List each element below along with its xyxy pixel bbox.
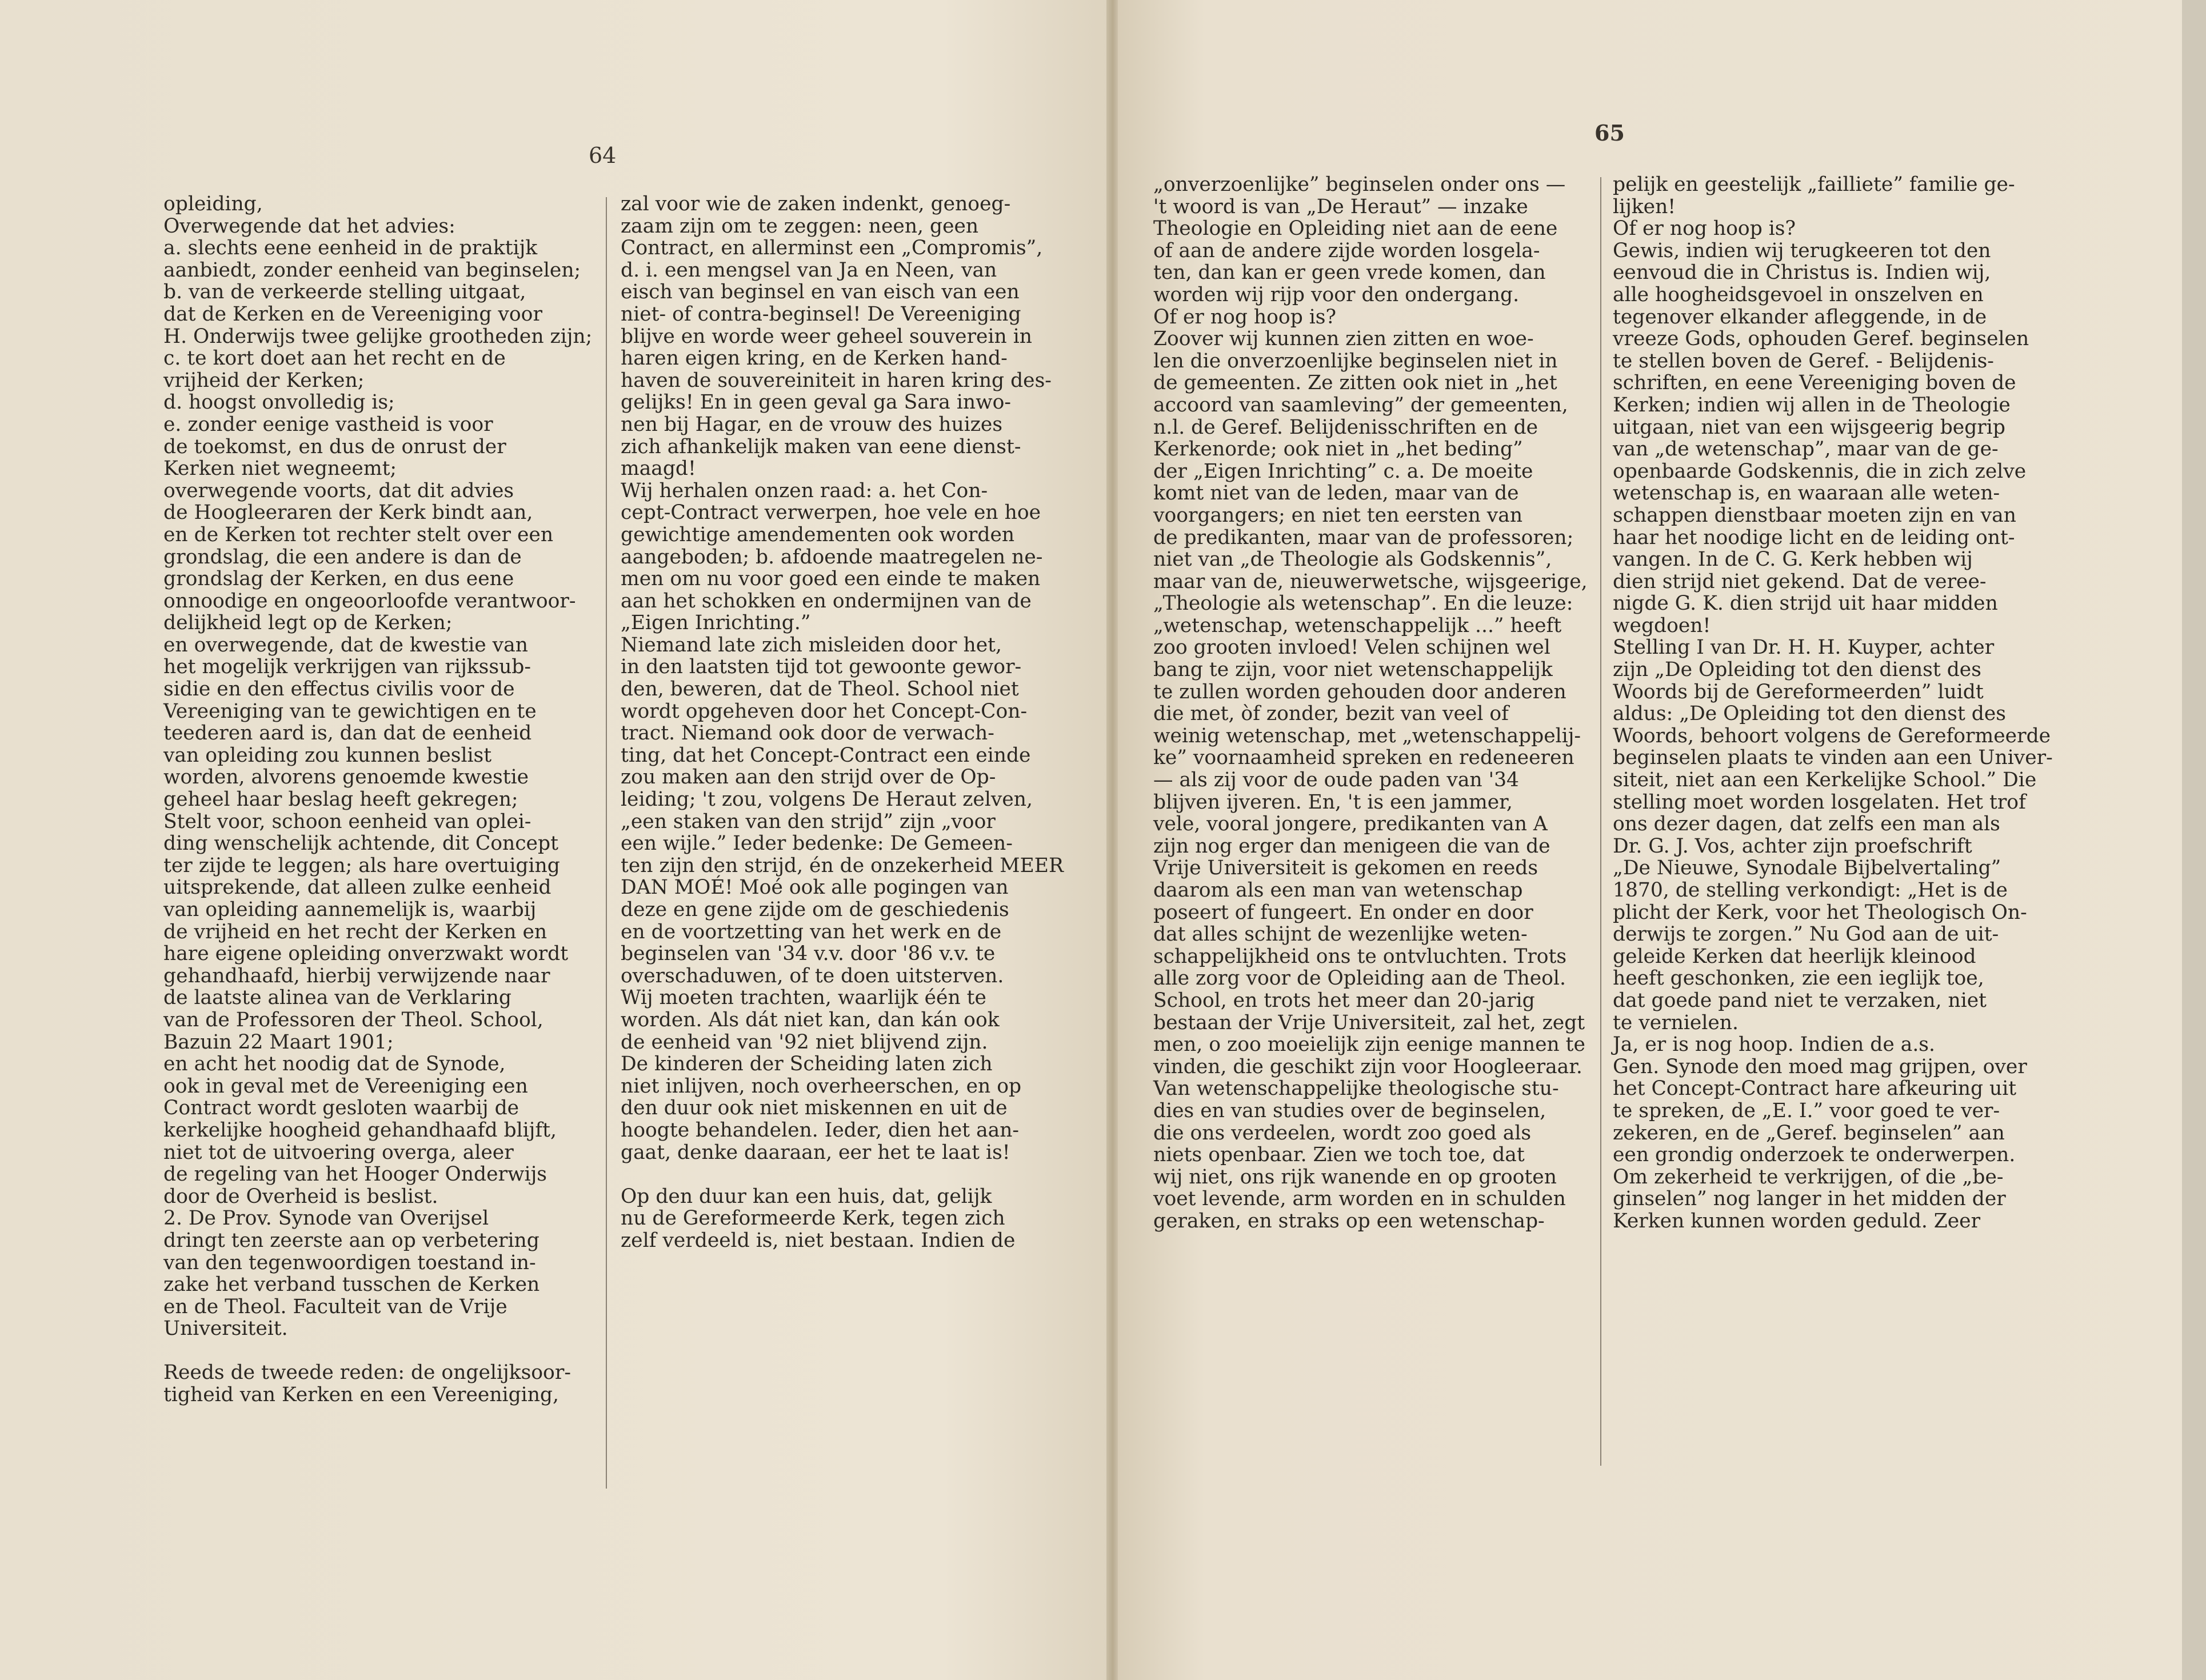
text-line: ook in geval met de Vereeniging een [163, 1074, 528, 1098]
text-line: bestaan der Vrije Universiteit, zal het, zegt [1153, 1011, 1585, 1034]
scan-edge [2182, 0, 2206, 1680]
text-line: worden wij rijp voor den ondergang. [1153, 283, 1520, 306]
text-line: weinig wetenschap, met „wetenschappelij- [1153, 724, 1581, 747]
text-line: in den laatsten tijd tot gewoonte gewor- [621, 655, 1022, 679]
text-line: wordt opgeheven door het Concept-Con- [621, 699, 1028, 723]
text-line: Op den duur kan een huis, dat, gelijk [621, 1185, 992, 1208]
column-rule-left [606, 197, 607, 1489]
text-line: Reeds de tweede reden: de ongelijksoor- [163, 1361, 571, 1385]
text-line: niets openbaar. Zien we toch toe, dat [1153, 1143, 1525, 1167]
text-line: ding wenschelijk achtende, dit Concept [163, 832, 558, 855]
text-line: de laatste alinea van de Verklaring [163, 986, 511, 1010]
text-line: en de Kerken tot rechter stelt over een [163, 523, 554, 546]
text-line: School, en trots het meer dan 20-jarig [1153, 989, 1535, 1012]
text-line: ten zijn den strijd, én de onzekerheid MEER [621, 854, 1064, 877]
text-line: dat de Kerken en de Vereeniging voor [163, 302, 542, 326]
text-line: 't woord is van „De Heraut” — inzake [1153, 195, 1528, 218]
text-line: hoogte behandelen. Ieder, dien het aan- [621, 1118, 1020, 1142]
text-line: gehandhaafd, hierbij verwijzende naar [163, 964, 550, 987]
text-line: Kerken kunnen worden geduld. Zeer [1613, 1209, 1981, 1233]
text-line: deze en gene zijde om de geschiedenis [621, 898, 1009, 921]
text-line: zijn nog erger dan menigeen die van de [1153, 834, 1550, 858]
text-line: zoo grooten invloed! Velen schijnen wel [1153, 636, 1550, 659]
text-line: Wij herhalen onzen raad: a. het Con- [621, 479, 988, 502]
text-line: Dr. G. J. Vos, achter zijn proefschrift [1613, 834, 1972, 858]
text-line: den duur ook niet miskennen en uit de [621, 1097, 1008, 1120]
text-line: en overwegende, dat de kwestie van [163, 633, 528, 657]
text-line: niet- of contra-beginsel! De Vereeniging [621, 302, 1021, 326]
page-number-left: 64 [589, 143, 617, 168]
text-line: n.l. de Geref. Belijdenisschriften en de [1153, 415, 1538, 439]
text-line: schriften, en eene Vereeniging boven de [1613, 371, 2016, 395]
text-line: die met, òf zonder, bezit van veel of [1153, 702, 1509, 726]
text-line: zekeren, en de „Geref. beginselen” aan [1613, 1121, 2005, 1145]
text-line: ons dezer dagen, dat zelfs een man als [1613, 813, 2000, 836]
text-line: dies en van studies over de beginselen, [1153, 1099, 1546, 1122]
text-line: van den tegenwoordigen toestand in- [163, 1251, 536, 1274]
text-line: Kerken niet wegneemt; [163, 457, 397, 481]
text-line: de regeling van het Hooger Onderwijs [163, 1163, 547, 1186]
text-line: d. i. een mengsel van Ja en Neen, van [621, 258, 997, 282]
text-line: openbaarde Godskennis, die in zich zelve [1613, 459, 2027, 483]
text-line: door de Overheid is beslist. [163, 1185, 438, 1208]
text-line: dringt ten zeerste aan op verbetering [163, 1229, 539, 1252]
text-line: gewichtige amendementen ook worden [621, 523, 1015, 546]
text-line: haren eigen kring, en de Kerken hand- [621, 347, 1008, 370]
text-line: wegdoen! [1613, 614, 1711, 637]
text-line: geheel haar beslag heeft gekregen; [163, 788, 518, 811]
text-line: zou maken aan den strijd over de Op- [621, 766, 996, 789]
text-line: ke” voornaamheid spreken en redeneeren [1153, 746, 1574, 770]
text-line: te zullen worden gehouden door anderen [1153, 680, 1566, 703]
text-line: heeft geschonken, zie een ieglijk toe, [1613, 967, 1984, 990]
text-line: Stelt voor, schoon eenheid van oplei- [163, 810, 531, 833]
right-page [1118, 0, 2206, 1680]
right-page-column-1 [1153, 174, 1590, 1233]
text-line: overwegende voorts, dat dit advies [163, 479, 514, 502]
text-line: lijken! [1613, 195, 1676, 218]
text-line: te stellen boven de Geref. - Belijdenis- [1613, 349, 1994, 373]
text-line: men om nu voor goed een einde te maken [621, 567, 1041, 591]
text-line: gaat, denke daaraan, eer het te laat is! [621, 1141, 1010, 1164]
text-line: of aan de andere zijde worden losgela- [1153, 239, 1540, 262]
text-line: sidie en den effectus civilis voor de [163, 678, 515, 701]
text-line: delijkheid legt op de Kerken; [163, 611, 453, 635]
text-line: van opleiding zou kunnen beslist [163, 743, 492, 767]
text-line: het Concept-Contract hare afkeuring uit [1613, 1077, 2017, 1101]
text-line: teederen aard is, dan dat de eenheid [163, 722, 532, 745]
text-line: de vrijheid en het recht der Kerken en [163, 920, 547, 943]
text-line: H. Onderwijs twee gelijke grootheden zijn; [163, 325, 593, 348]
text-line: derwijs te zorgen.” Nu God aan de uit- [1613, 923, 1999, 946]
text-line: aanbiedt, zonder eenheid van beginselen; [163, 258, 581, 282]
text-line: de predikanten, maar van de professoren; [1153, 526, 1574, 549]
text-line: niet tot de uitvoering overga, aleer [163, 1141, 514, 1164]
text-line: Universiteit. [163, 1317, 288, 1341]
text-line: pelijk en geestelijk „failliete” familie ge- [1613, 173, 2015, 196]
text-line: dien strijd niet gekend. Dat de veree- [1613, 570, 1987, 593]
text-line: onnoodige en ongeoorloofde verantwoor- [163, 589, 576, 613]
text-line: vrijheid der Kerken; [163, 369, 365, 392]
text-line: een grondig onderzoek te onderwerpen. [1613, 1143, 2016, 1167]
text-line: vreeze Gods, ophouden Geref. beginselen [1613, 327, 2029, 351]
text-line: van de Professoren der Theol. School, [163, 1008, 543, 1031]
text-line: alle hoogheidsgevoel in onszelven en [1613, 283, 1984, 306]
text-line: tigheid van Kerken en een Vereeniging, [163, 1383, 559, 1407]
text-line: zelf verdeeld is, niet bestaan. Indien de [621, 1229, 1016, 1252]
text-line: nigde G. K. dien strijd uit haar midden [1613, 592, 1998, 615]
text-line: te vernielen. [1613, 1011, 1739, 1034]
text-line: Kerken; indien wij allen in de Theologie [1613, 393, 2011, 417]
text-line: vinden, die geschikt zijn voor Hoogleeraar. [1153, 1055, 1582, 1078]
text-line: Woords bij de Gereformeerden” luidt [1613, 680, 1984, 703]
text-line: — als zij voor de oude paden van '34 [1153, 769, 1520, 792]
text-line: „onverzoenlijke” beginselen onder ons — [1153, 173, 1566, 196]
text-line: „een staken van den strijd” zijn „voor [621, 810, 996, 833]
text-line: Kerkenorde; ook niet in „het beding” [1153, 438, 1523, 461]
text-line: men, o zoo moeielijk zijn eenige mannen te [1153, 1033, 1585, 1057]
text-line: daarom als een man van wetenschap [1153, 879, 1523, 902]
text-line: 1870, de stelling verkondigt: „Het is de [1613, 879, 2008, 902]
text-line: b. van de verkeerde stelling uitgaat, [163, 281, 526, 304]
text-line: a. slechts eene eenheid in de praktijk [163, 237, 538, 260]
text-line: Of er nog hoop is? [1153, 305, 1336, 329]
text-line: plicht der Kerk, voor het Theologisch On- [1613, 901, 2027, 924]
text-line: Niemand late zich misleiden door het, [621, 633, 1002, 657]
text-line: vangen. In de C. G. Kerk hebben wij [1613, 548, 1973, 571]
text-line: gelijks! En in geen geval ga Sara inwo- [621, 391, 1012, 414]
text-line: beginselen van '34 v.v. door '86 v.v. te [621, 942, 996, 966]
text-line: e. zonder eenige vastheid is voor [163, 413, 493, 436]
text-line: voorgangers; en niet ten eersten van [1153, 503, 1523, 527]
text-line: zal voor wie de zaken indenkt, genoeg- [621, 193, 1011, 215]
text-line: van opleiding aannemelijk is, waarbij [163, 898, 537, 921]
text-line: Zoover wij kunnen zien zitten en woe- [1153, 327, 1534, 351]
text-line: Overwegende dat het advies: [163, 214, 455, 238]
text-line: alle zorg voor de Opleiding aan de Theol. [1153, 967, 1566, 990]
text-line: „De Nieuwe, Synodale Bijbelvertaling” [1613, 857, 2001, 880]
text-line: schappen dienstbaar moeten zijn en van [1613, 503, 2016, 527]
text-line: ten, dan kan er geen vrede komen, dan [1153, 261, 1546, 285]
text-line [621, 1163, 1052, 1186]
text-line: dat goede pand niet te verzaken, niet [1613, 989, 1987, 1012]
text-line: dat alles schijnt de wezenlijke weten- [1153, 923, 1528, 946]
text-line: de toekomst, en dus de onrust der [163, 435, 506, 458]
text-line: poseert of fungeert. En onder en door [1153, 901, 1533, 924]
text-line: d. hoogst onvolledig is; [163, 391, 395, 414]
text-line: cept-Contract verwerpen, hoe vele en hoe [621, 501, 1041, 525]
text-line: en de Theol. Faculteit van de Vrije [163, 1295, 507, 1318]
text-line: „wetenschap, wetenschappelijk ...” heeft [1153, 614, 1562, 637]
text-line: bang te zijn, voor niet wetenschappelijk [1153, 658, 1553, 682]
text-line: wetenschap is, en waaraan alle weten- [1613, 482, 2000, 505]
text-line: kerkelijke hoogheid gehandhaafd blijft, [163, 1118, 557, 1142]
column-rule-right [1600, 177, 1601, 1466]
text-line: den, beweren, dat de Theol. School niet [621, 678, 1019, 701]
text-line: niet inlijven, noch overheerschen, en op [621, 1074, 1022, 1098]
text-line: haar het noodige licht en de leiding ont- [1613, 526, 2015, 549]
text-line: blijve en worde weer geheel souverein in [621, 325, 1032, 348]
text-line: 2. De Prov. Synode van Overijsel [163, 1207, 489, 1230]
right-page-column-2 [1613, 173, 2053, 1233]
text-line: aldus: „De Opleiding tot den dienst des [1613, 702, 2007, 726]
text-line: worden. Als dát niet kan, dan kán ook [621, 1008, 1000, 1031]
text-line: maar van de, nieuwerwetsche, wijsgeerige, [1153, 570, 1588, 593]
left-page-column-1 [163, 193, 598, 1406]
text-line: aan het schokken en ondermijnen van de [621, 589, 1032, 613]
text-line: tract. Niemand ook door de verwach- [621, 722, 994, 745]
book-gutter [1106, 0, 1119, 1680]
text-line: geraken, en straks op een wetenschap- [1153, 1209, 1545, 1233]
text-line: Of er nog hoop is? [1613, 217, 1796, 241]
text-line: grondslag, die een andere is dan de [163, 545, 522, 569]
text-line: ting, dat het Concept-Contract een einde [621, 743, 1031, 767]
text-line: van „de wetenschap”, maar van de ge- [1613, 438, 1999, 461]
text-line: „Theologie als wetenschap”. En die leuze: [1153, 592, 1573, 615]
text-line: Vereeniging van te gewichtigen en te [163, 699, 537, 723]
text-line: hare eigene opleiding onverzwakt wordt [163, 942, 569, 966]
text-line: grondslag der Kerken, en dus eene [163, 567, 514, 591]
text-line: Woords, behoort volgens de Gereformeerde [1613, 724, 2051, 747]
text-line: accoord van saamleving” der gemeenten, [1153, 393, 1568, 417]
text-line: eisch van beginsel en van eisch van een [621, 281, 1020, 304]
text-line: en de voortzetting van het werk en de [621, 920, 1002, 943]
text-line [163, 1340, 598, 1362]
left-page-column-2 [621, 193, 1064, 1252]
text-line: zich afhankelijk maken van eene dienst- [621, 435, 1021, 458]
text-line: Stelling I van Dr. H. H. Kuyper, achter [1613, 636, 1995, 659]
text-line: het mogelijk verkrijgen van rijkssub- [163, 655, 531, 679]
text-line: een wijle.” Ieder bedenke: De Gemeen- [621, 832, 1013, 855]
text-line: en acht het noodig dat de Synode, [163, 1053, 506, 1076]
text-line: aangeboden; b. afdoende maatregelen ne- [621, 545, 1043, 569]
text-line: wij niet, ons rijk wanende en op grooten [1153, 1165, 1557, 1189]
text-line: haven de souvereiniteit in haren kring des- [621, 369, 1052, 392]
text-line: vele, vooral jongere, predikanten van A [1153, 813, 1548, 836]
text-line: DAN MOÉ! Moé ook alle pogingen van [621, 876, 1009, 899]
text-line: siteit, niet aan een Kerkelijke School.” Die [1613, 769, 2037, 792]
text-line: die ons verdeelen, wordt zoo goed als [1153, 1121, 1532, 1145]
text-line: de eenheid van '92 niet blijvend zijn. [621, 1030, 988, 1054]
text-line: Van wetenschappelijke theologische stu- [1153, 1077, 1559, 1101]
text-line: Ja, er is nog hoop. Indien de a.s. [1613, 1033, 1935, 1057]
text-line: leiding; 't zou, volgens De Heraut zelven, [621, 788, 1033, 811]
text-line: opleiding, [163, 193, 263, 215]
text-line: schappelijkheid ons te ontvluchten. Trots [1153, 945, 1567, 968]
text-line: len die onverzoenlijke beginselen niet in [1153, 349, 1558, 373]
text-line: voet levende, arm worden en in schulden [1153, 1187, 1566, 1211]
text-line: uitgaan, niet van een wijsgeerig begrip [1613, 415, 2005, 439]
text-line: Theologie en Opleiding niet aan de eene [1153, 217, 1558, 241]
text-line: niet van „de Theologie als Godskennis”, [1153, 548, 1552, 571]
text-line: ter zijde te leggen; als hare overtuiging [163, 854, 560, 877]
text-line: Vrije Universiteit is gekomen en reeds [1153, 857, 1538, 880]
text-line: eenvoud die in Christus is. Indien wij, [1613, 261, 1991, 285]
text-line: beginselen plaats te vinden aan een Univer- [1613, 746, 2053, 770]
text-line: Wij moeten trachten, waarlijk één te [621, 986, 986, 1010]
text-line: Contract, en allerminst een „Compromis”, [621, 237, 1043, 260]
text-line: maagd! [621, 457, 696, 481]
text-line: zaam zijn om te zeggen: neen, geen [621, 214, 979, 238]
text-line: Om zekerheid te verkrijgen, of die „be- [1613, 1165, 2004, 1189]
text-line: stelling moet worden losgelaten. Het trof [1613, 790, 2026, 814]
text-line: de Hoogleeraren der Kerk bindt aan, [163, 501, 533, 525]
text-line: Gewis, indien wij terugkeeren tot den [1613, 239, 1991, 262]
text-line: geleide Kerken dat heerlijk kleinood [1613, 945, 1976, 968]
text-line: worden, alvorens genoemde kwestie [163, 766, 529, 789]
text-line: nu de Gereformeerde Kerk, tegen zich [621, 1207, 1005, 1230]
text-line: komt niet van de leden, maar van de [1153, 482, 1519, 505]
text-line: tegenover elkander afleggende, in de [1613, 305, 1987, 329]
text-line: ginselen” nog langer in het midden der [1613, 1187, 2006, 1211]
text-line: „Eigen Inrichting.” [621, 611, 811, 635]
text-line: der „Eigen Inrichting” c. a. De moeite [1153, 459, 1533, 483]
text-line: zake het verband tusschen de Kerken [163, 1273, 540, 1297]
text-line: Bazuin 22 Maart 1901; [163, 1030, 394, 1054]
text-line: Contract wordt gesloten waarbij de [163, 1097, 519, 1120]
text-line: zijn „De Opleiding tot den dienst des [1613, 658, 1981, 682]
text-line: overschaduwen, of te doen uitsterven. [621, 964, 1004, 987]
text-line: de gemeenten. Ze zitten ook niet in „het [1153, 371, 1557, 395]
text-line: c. te kort doet aan het recht en de [163, 347, 506, 370]
text-line: te spreken, de „E. I.” voor goed te ver- [1613, 1099, 2000, 1122]
text-line: uitsprekende, dat alleen zulke eenheid [163, 876, 552, 899]
text-line: nen bij Hagar, en de vrouw des huizes [621, 413, 1003, 436]
text-line: blijven ijveren. En, 't is een jammer, [1153, 790, 1513, 814]
text-line: De kinderen der Scheiding laten zich [621, 1053, 993, 1076]
text-line: Gen. Synode den moed mag grijpen, over [1613, 1055, 2027, 1078]
page-number-right: 65 [1594, 120, 1625, 146]
